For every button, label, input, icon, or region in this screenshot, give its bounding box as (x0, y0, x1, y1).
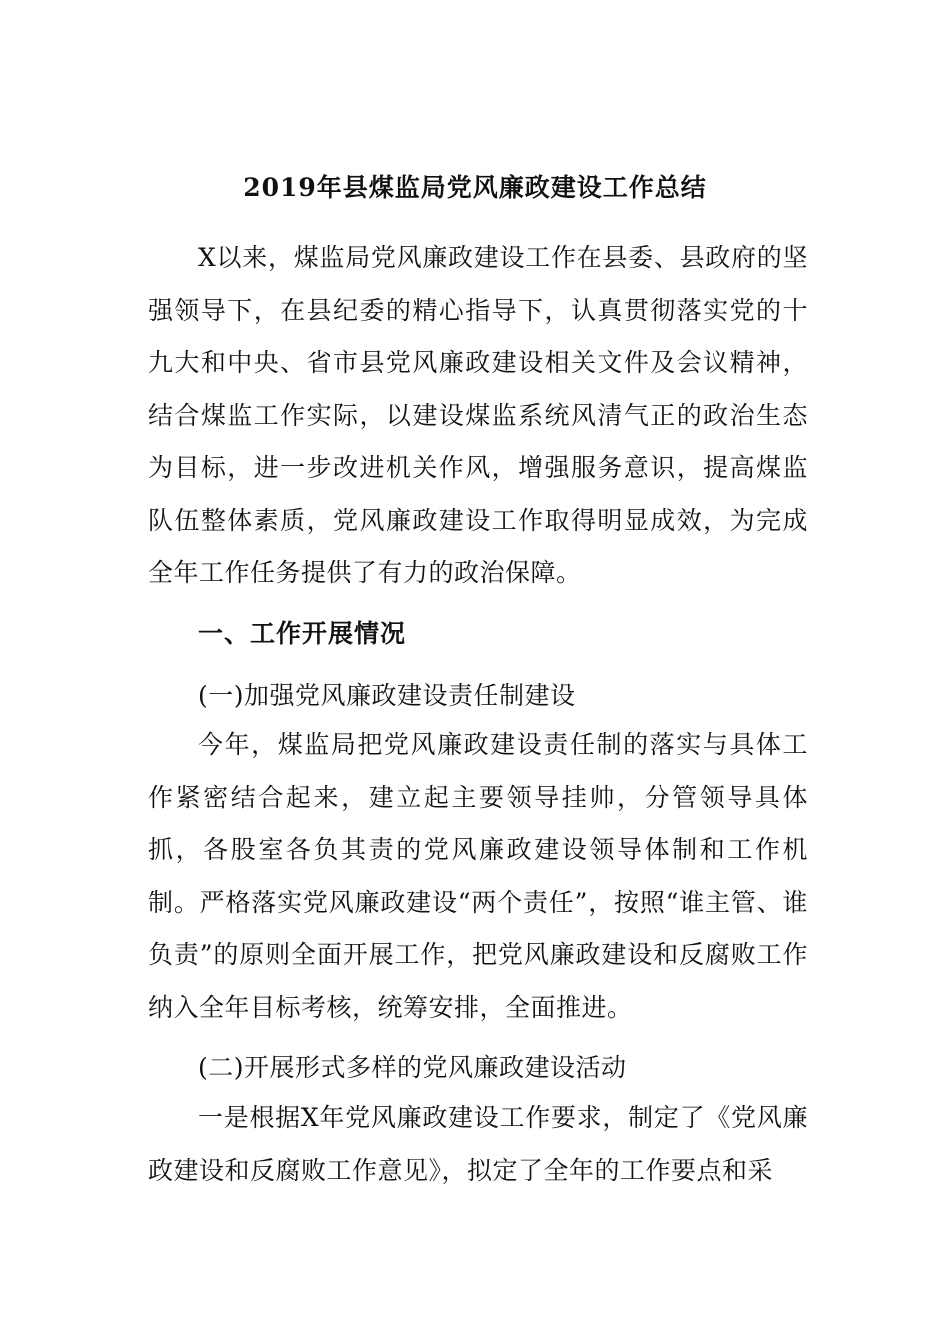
subsection-2-paragraph: 一是根据X年党风廉政建设工作要求，制定了《党风廉政建设和反腐败工作意见》，拟定了全年的工作要点和采 (148, 1103, 808, 1185)
section-heading-1: 一、工作开展情况 (198, 619, 407, 648)
subsection-heading-2: (二)开展形式多样的党风廉政建设活动 (198, 1053, 627, 1082)
subsection-heading-1: (一)加强党风廉政建设责任制建设 (198, 681, 576, 710)
document-title: 2019年县煤监局党风廉政建设工作总结 (243, 173, 707, 202)
subsection-1-paragraph: 今年，煤监局把党风廉政建设责任制的落实与具体工作紧密结合起来，建立起主要领导挂帅，分管领导具体抓，各股室各负其责的党风廉政建设领导体制和工作机制。严格落实党风廉政建设“两个责任”，按照“谁主管、谁负责”的原则全面开展工作，把党风廉政建设和反腐败工作纳入全年目标考核，统筹安排，全面推进。 (148, 730, 808, 1022)
intro-paragraph: X以来，煤监局党风廉政建设工作在县委、县政府的坚强领导下，在县纪委的精心指导下，认真贯彻落实党的十九大和中央、省市县党风廉政建设相关文件及会议精神，结合煤监工作实际，以建设煤监系统风清气正的政治生态为目标，进一步改进机关作风，增强服务意识，提高煤监队伍整体素质，党风廉政建设工作取得明显成效，为完成全年工作任务提供了有力的政治保障。 (148, 243, 808, 587)
